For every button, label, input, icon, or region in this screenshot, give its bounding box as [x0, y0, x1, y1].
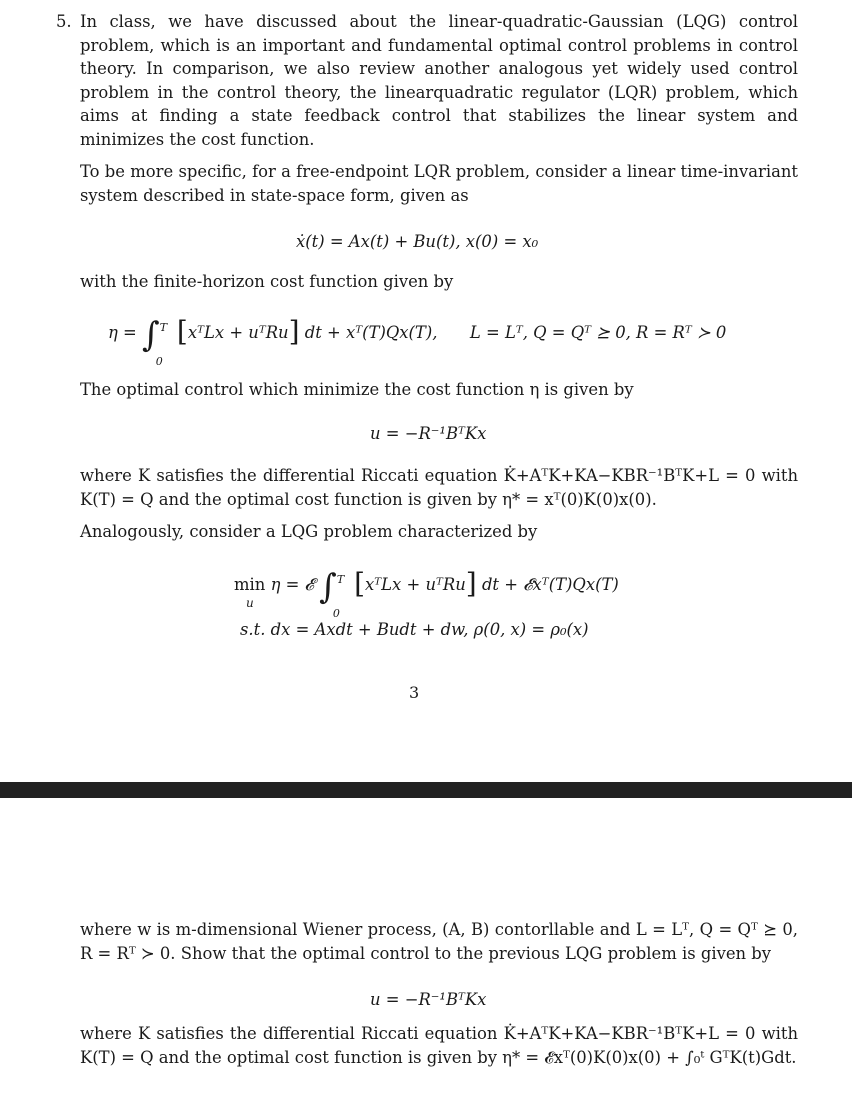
integral-upper-limit-2: T — [336, 573, 345, 586]
lqg-intro-paragraph: Analogously, consider a LQG problem characterized by — [80, 522, 538, 541]
lqg-integrand: xᵀLx + uᵀRu — [365, 575, 466, 594]
optimal-control-paragraph: The optimal control which minimize the cost function η is given by — [80, 380, 634, 399]
page-separator — [0, 782, 852, 798]
cost-intro-paragraph: with the finite-horizon cost function given by — [80, 272, 454, 291]
lqg-cost-lhs: η = 𝓔 — [270, 575, 314, 594]
constraint-equation: s.t. dx = Axdt + Budt + dw, ρ(0, x) = ρ₀(x) — [240, 620, 589, 639]
integral-lower-limit-2: 0 — [332, 607, 340, 620]
lqg-terminal: dt + 𝓔xᵀ(T)Qx(T) — [481, 575, 619, 594]
optimal-control-equation-2: u = −R⁻¹BᵀKx — [370, 990, 487, 1009]
lqg-cost-equation: min u η = 𝓔 ∫ T 0 [xᵀLx + uᵀRu] dt + 𝓔xᵀ(T)Qx(T) — [234, 572, 619, 599]
riccati-paragraph: where K satisfies the differential Riccati equation K̇+AᵀK+KA−KBR⁻¹BᵀK+L = 0 with K(T) = Q and the optimal cost function is given by η* = xᵀ(0)K(0)x(0). — [80, 466, 798, 509]
page-number: 3 — [409, 683, 420, 702]
integral-lower-limit: 0 — [155, 355, 163, 368]
cost-function-equation: η = ∫ T 0 [xᵀLx + uᵀRu] dt + xᵀ(T)Qx(T), L = Lᵀ, Q = Qᵀ ⪰ 0, R = Rᵀ ≻ 0 — [108, 320, 726, 347]
lqg-riccati-paragraph: where K satisfies the differential Riccati equation K̇+AᵀK+KA−KBR⁻¹BᵀK+L = 0 with K(T) = Q and the optimal cost function is given by η* = 𝓔xᵀ(0)K(0)x(0) + ∫₀ᵗ GᵀK(t)Gdt. — [80, 1024, 798, 1067]
state-equation: ẋ(t) = Ax(t) + Bu(t), x(0) = x₀ — [296, 232, 539, 251]
integral-upper-limit: T — [159, 321, 168, 334]
page-2 — [0, 798, 852, 1102]
integral-sign: ∫ — [141, 315, 160, 355]
cost-conditions: L = Lᵀ, Q = Qᵀ ⪰ 0, R = Rᵀ ≻ 0 — [469, 323, 727, 342]
min-subscript: u — [246, 596, 254, 610]
cost-terminal: dt + xᵀ(T)Qx(T), — [304, 323, 438, 342]
min-operator: min — [234, 575, 266, 594]
integral-sign-2: ∫ — [319, 567, 337, 607]
problem-number: 5. — [56, 12, 72, 31]
lqr-setup-paragraph: To be more specific, for a free-endpoint LQR problem, consider a linear time-invariant system described in state-space form, given as — [80, 162, 798, 205]
cost-lhs: η = — [108, 323, 137, 342]
cost-integrand: xᵀLx + uᵀRu — [187, 323, 289, 342]
wiener-paragraph: where w is m-dimensional Wiener process, (A, B) contorllable and L = Lᵀ, Q = Qᵀ ⪰ 0, R = Rᵀ ≻ 0. Show that the optimal control to the previous LQG problem is given by — [80, 920, 798, 963]
optimal-control-equation-1: u = −R⁻¹BᵀKx — [370, 424, 487, 443]
intro-paragraph: In class, we have discussed about the linear-quadratic-Gaussian (LQG) control problem, which is an important and fundamental optimal control problems in control theory. In comparison, we also review another analogous yet widely used control problem in the control theory, the linearquadratic regulator (LQR) problem, which aims at finding a state feedback control that stabilizes the linear system and minimizes the cost function. — [80, 12, 798, 149]
